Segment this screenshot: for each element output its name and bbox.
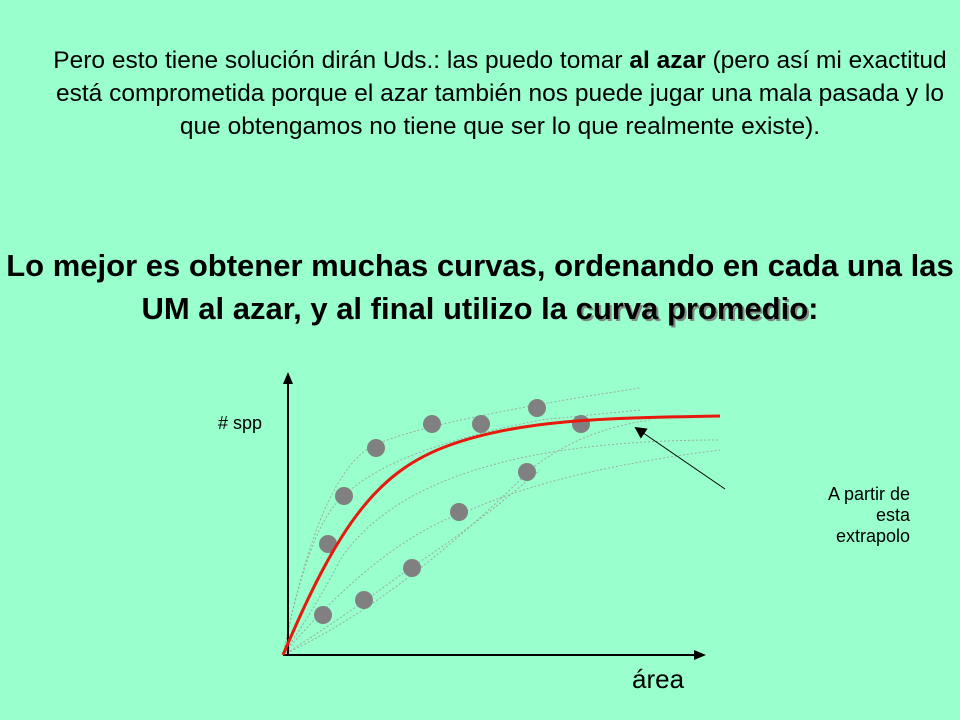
extrapolation-note [760,484,910,547]
sample-point [403,559,421,577]
note-line: A partir de [827,484,910,504]
y-axis-arrow [283,372,293,384]
sampled-curve [283,450,720,655]
sample-point [335,487,353,505]
sampled-curves [283,388,720,655]
sample-point [367,439,385,457]
sample-point [450,503,468,521]
sample-points [314,399,590,624]
sample-point [423,415,441,433]
sample-point [314,606,332,624]
extrapolation-arrow [636,428,725,489]
sampled-curve [283,440,720,655]
average-curve [283,416,720,655]
x-axis-arrow [694,650,706,660]
intro-text-end: (pero así mi exactitud está comprometida porque el azar también nos puede jugar una mala pasada y lo que obtengamos no tiene que ser lo que realmente existe). [56,47,947,140]
sample-point [518,463,536,481]
sample-point [355,591,373,609]
note-line: esta [875,505,910,525]
y-axis-label: # spp [218,413,263,433]
headline-colon: : [808,291,819,326]
note-line: extrapolo [835,526,910,546]
sample-point [472,415,490,433]
intro-text-emphasis: al azar [629,47,706,74]
intro-text-start: Pero esto tiene solución dirán Uds.: las puedo tomar [53,47,630,74]
sample-point [572,415,590,433]
x-axis-label: área [632,664,685,694]
headline-emphasis: curva promedio [575,291,809,326]
sample-point [528,399,546,417]
headline-text: Lo mejor es obtener muchas curvas, ordenando en cada una las UM al azar, y al final utilizo la [6,248,954,326]
